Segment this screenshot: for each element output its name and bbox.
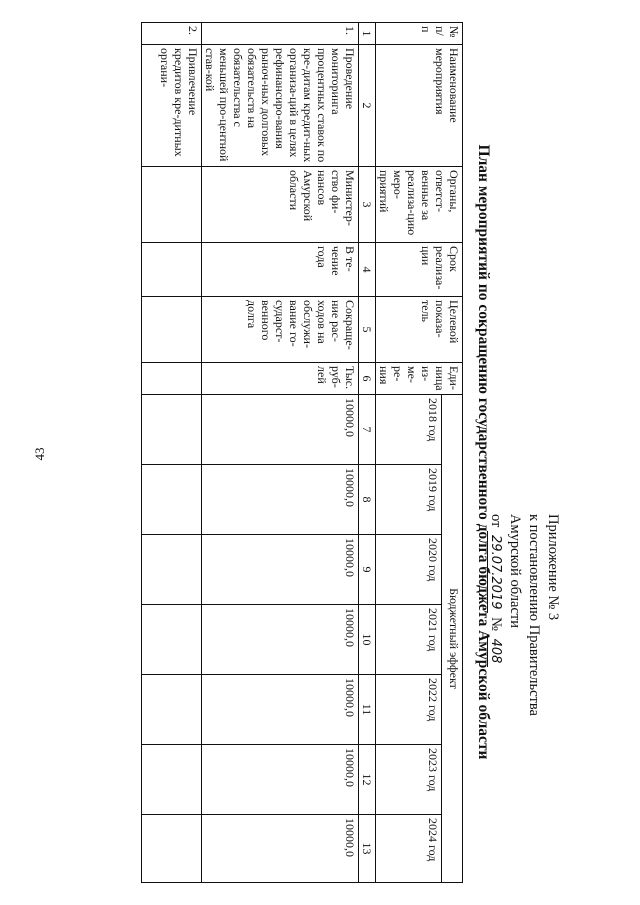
number-prefix: № <box>488 617 504 631</box>
column-number: 13 <box>359 815 376 883</box>
row-org: Министер-ство фи-нансов Амурской области <box>202 167 359 243</box>
row-target <box>142 297 202 363</box>
header-year: 2024 год <box>376 815 442 883</box>
page-number: 43 <box>32 447 47 461</box>
column-number: 11 <box>359 675 376 745</box>
header-name: Наименование мероприятия <box>376 45 463 167</box>
row-org <box>142 167 202 243</box>
row-value <box>142 535 202 605</box>
row-value <box>142 395 202 465</box>
row-num: 2. <box>142 23 202 45</box>
column-number: 8 <box>359 465 376 535</box>
header-year: 2019 год <box>376 465 442 535</box>
row-value <box>142 465 202 535</box>
column-number-row <box>359 23 376 883</box>
handwritten-date: 29.07.2019 <box>487 531 503 613</box>
appendix-line-3: Амурской области <box>507 514 523 628</box>
header-target: Целевой показа-тель <box>376 297 463 363</box>
header-org: Органы, ответст-венные за реализа-цию меро-приятий <box>376 167 463 243</box>
column-number: 1 <box>359 23 376 45</box>
row-term <box>142 243 202 297</box>
row-value: 10000,0 <box>202 605 359 675</box>
handwritten-number: 408 <box>487 635 503 668</box>
row-value <box>142 815 202 883</box>
row-unit <box>142 363 202 395</box>
row-value: 10000,0 <box>202 745 359 815</box>
row-value: 10000,0 <box>202 675 359 745</box>
header-year: 2021 год <box>376 605 442 675</box>
column-number: 2 <box>359 45 376 167</box>
column-number: 3 <box>359 167 376 243</box>
plan-table <box>141 22 463 883</box>
date-prefix: от <box>488 514 504 528</box>
column-number: 5 <box>359 297 376 363</box>
column-number: 4 <box>359 243 376 297</box>
row-term: В те-чение года <box>202 243 359 297</box>
header-year: 2022 год <box>376 675 442 745</box>
table-row <box>202 23 359 883</box>
column-number: 9 <box>359 535 376 605</box>
row-value <box>142 675 202 745</box>
header-row-top <box>442 23 463 883</box>
header-num: № п/п <box>376 23 463 45</box>
column-number: 12 <box>359 745 376 815</box>
table-row <box>142 23 202 883</box>
row-unit: Тыс. руб-лей <box>202 363 359 395</box>
row-num: 1. <box>202 23 359 45</box>
row-value: 10000,0 <box>202 465 359 535</box>
row-value: 10000,0 <box>202 815 359 883</box>
rotated-page-content <box>20 22 570 882</box>
column-number: 6 <box>359 363 376 395</box>
row-name: Проведение мониторинга процентных ставок по кре-дитам кредит-ных организа-ций в целях рефинансиро-вания рыноч-ных долговых обязательств на обязательства с меньшей про-центной став-кой <box>202 45 359 167</box>
header-year: 2020 год <box>376 535 442 605</box>
row-value <box>142 745 202 815</box>
column-number: 10 <box>359 605 376 675</box>
header-year: 2018 год <box>376 395 442 465</box>
header-unit: Еди-ница из-ме-ре-ния <box>376 363 463 395</box>
header-term: Срок реализа-ции <box>376 243 463 297</box>
appendix-line-2: к постановлению Правительства <box>526 514 542 716</box>
appendix-header <box>486 514 562 874</box>
document-title: План мероприятий по сокращению государственного долга бюджета Амурской области <box>475 144 492 760</box>
header-year: 2023 год <box>376 745 442 815</box>
row-value <box>142 605 202 675</box>
header-budget-effect: Бюджетный эффект <box>442 395 463 883</box>
row-target: Сокраще-ние рас-ходов на обслужи-вание го-сударст-венного долга <box>202 297 359 363</box>
row-name: Привлечение кредитов кре-дитных органи- <box>142 45 202 167</box>
appendix-line-1: Приложение № 3 <box>545 514 561 621</box>
row-value: 10000,0 <box>202 535 359 605</box>
column-number: 7 <box>359 395 376 465</box>
row-value: 10000,0 <box>202 395 359 465</box>
